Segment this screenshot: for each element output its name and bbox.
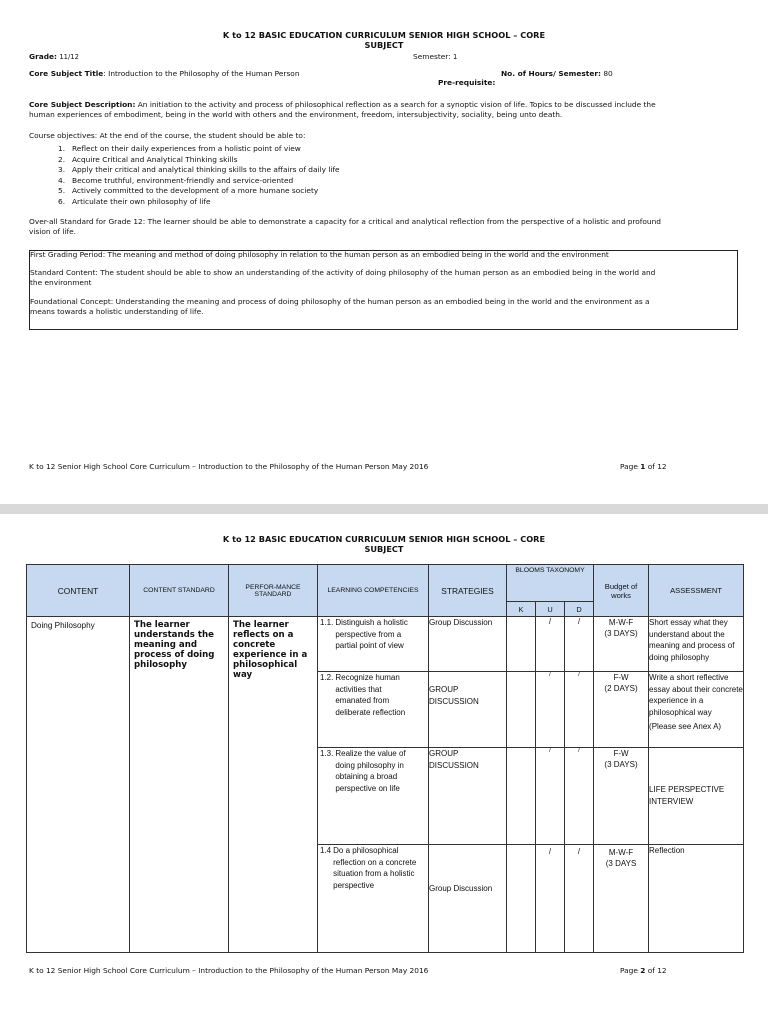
content-cell: Doing Philosophy: [31, 621, 95, 630]
semester-row: [413, 52, 457, 63]
page-title-line2: SUBJECT: [364, 544, 404, 554]
header-k: K: [507, 602, 536, 617]
table-row: [27, 617, 744, 672]
grade-row: [29, 52, 79, 63]
k-cell: [507, 617, 536, 672]
objective-item: 3. Apply their critical and analytical thinking skills to the affairs of daily life: [58, 165, 340, 175]
header-performance-standard: PERFOR-MANCE STANDARD: [229, 565, 318, 617]
curriculum-table: [26, 564, 744, 953]
header-d: D: [565, 602, 594, 617]
strategy-cell: Group Discussion: [429, 845, 507, 953]
objectives-list: [46, 144, 340, 208]
d-cell: /: [565, 617, 594, 672]
assessment-cell: LIFE PERSPECTIVE INTERVIEW: [649, 748, 744, 845]
objective-item: 4. Become truthful, environment-friendly and service-oriented: [58, 175, 294, 185]
grade-value: 11/12: [59, 53, 79, 61]
description-label: Core Subject Description:: [29, 100, 136, 109]
grading-period-box: [29, 250, 738, 330]
budget-cell: F-W (2 DAYS): [594, 672, 649, 748]
competency-cell: 1.2. Recognize human activities that emanated from deliberate reflection: [320, 673, 406, 717]
core-title-label: Core Subject Title: [29, 69, 104, 78]
header-u: U: [536, 602, 565, 617]
description-line1: An initiation to the activity and process of philosophical reflection as a search for a synoptic vision of life. Topics to be discussed include the: [135, 100, 656, 109]
header-content: CONTENT: [27, 565, 130, 617]
k-cell: [507, 672, 536, 748]
standard-content-text: Standard Content: The student should be able to show an understanding of the activity of doing philosophy of the human person as an embodied being in the world and the environment: [30, 268, 656, 287]
document-page-2: [0, 514, 768, 1024]
overall-line1: Over-all Standard for Grade 12: The learner should be able to demonstrate a capacity for a critical and analytical reflection from the perspective of a holistic and profound: [29, 217, 661, 226]
grade-label: Grade:: [29, 52, 57, 61]
d-cell: /: [565, 845, 594, 953]
footer-left: K to 12 Senior High School Core Curriculum – Introduction to the Philosophy of the Human Person May 2016: [29, 462, 429, 471]
footer-page-number: Page 1 of 12: [620, 462, 667, 471]
objective-item: 5. Actively committed to the development of a more humane society: [58, 186, 319, 196]
overall-standard: [29, 217, 741, 236]
hours-label: No. of Hours/ Semester:: [501, 69, 601, 78]
prerequisite-label: Pre-requisite:: [438, 78, 496, 87]
header-budget: Budget of works: [594, 565, 649, 617]
strategy-cell: GROUP DISCUSSION: [429, 748, 507, 845]
assessment-cell: Write a short reflective essay about their concrete experience in a philosophical way (Please see Anex A): [649, 672, 744, 748]
header-content-standard: CONTENT STANDARD: [130, 565, 229, 617]
document-page-1: [0, 0, 768, 504]
k-cell: [507, 845, 536, 953]
semester-value: 1: [453, 53, 458, 61]
page-separator: [0, 504, 768, 514]
core-title-value: : Introduction to the Philosophy of the Human Person: [103, 69, 300, 78]
overall-line2: vision of life.: [29, 226, 76, 236]
competency-cell: 1.4 Do a philosophical reflection on a concrete situation from a holistic perspective: [320, 846, 417, 890]
description-line2: human experiences of embodiment, being in the world with others and the environment, freedom, intersubjectivity, sociality, being unto death.: [29, 109, 563, 119]
header-learning-competencies: LEARNING COMPETENCIES: [318, 565, 429, 617]
d-cell: /: [565, 672, 594, 748]
assessment-cell: Reflection: [649, 845, 744, 953]
page-title-line1: K to 12 BASIC EDUCATION CURRICULUM SENIOR HIGH SCHOOL – CORE: [222, 534, 546, 544]
budget-cell: F-W (3 DAYS): [594, 748, 649, 845]
u-cell: /: [536, 748, 565, 845]
assessment-cell: Short essay what they understand about the meaning and process of doing philosophy: [649, 617, 744, 672]
objectives-intro: Course objectives: At the end of the course, the student should be able to:: [29, 131, 306, 140]
core-title-row: [29, 69, 300, 79]
objective-item: 1. Reflect on their daily experiences from a holistic point of view: [58, 144, 301, 153]
header-strategies: STRATEGIES: [429, 565, 507, 617]
strategy-cell: Group Discussion: [429, 617, 507, 672]
k-cell: [507, 748, 536, 845]
budget-cell: M-W-F (3 DAYS): [594, 617, 649, 672]
footer-left: K to 12 Senior High School Core Curriculum – Introduction to the Philosophy of the Human Person May 2016: [29, 966, 429, 975]
semester-label: Semester:: [413, 52, 451, 61]
page-title-line2: SUBJECT: [364, 40, 404, 50]
u-cell: /: [536, 845, 565, 953]
objective-item: 2. Acquire Critical and Analytical Thinking skills: [58, 154, 238, 164]
hours-value: 80: [603, 69, 613, 78]
u-cell: /: [536, 672, 565, 748]
page-title-line1: K to 12 BASIC EDUCATION CURRICULUM SENIOR HIGH SCHOOL – CORE: [222, 30, 546, 40]
performance-standard-cell: The learner reflects on a concrete experience in a philosophical way: [233, 620, 308, 680]
content-standard-cell: The learner understands the meaning and process of doing philosophy: [134, 620, 215, 670]
header-blooms-taxonomy: BLOOMS TAXONOMY: [507, 565, 594, 602]
competency-cell: 1.3. Realize the value of doing philosophy in obtaining a broad perspective on life: [320, 749, 406, 793]
budget-cell: M-W-F (3 DAYS: [594, 845, 649, 953]
d-cell: /: [565, 748, 594, 845]
foundational-concept-text: Foundational Concept: Understanding the meaning and process of doing philosophy of the human person as an embodied being in the world and the environment as a means towards a holistic understanding of life.: [30, 297, 650, 316]
objective-item: 6. Articulate their own philosophy of life: [58, 196, 211, 206]
grading-period-text: First Grading Period: The meaning and method of doing philosophy in relation to the human person as an embodied being in the world and the environment: [30, 250, 609, 259]
strategy-cell: GROUP DISCUSSION: [429, 672, 507, 748]
header-assessment: ASSESSMENT: [649, 565, 744, 617]
hours-row: [501, 69, 613, 79]
competency-cell: 1.1. Distinguish a holistic perspective from a partial point of view: [320, 618, 408, 651]
footer-page-number: Page 2 of 12: [620, 966, 667, 975]
u-cell: /: [536, 617, 565, 672]
core-description: [29, 100, 741, 119]
